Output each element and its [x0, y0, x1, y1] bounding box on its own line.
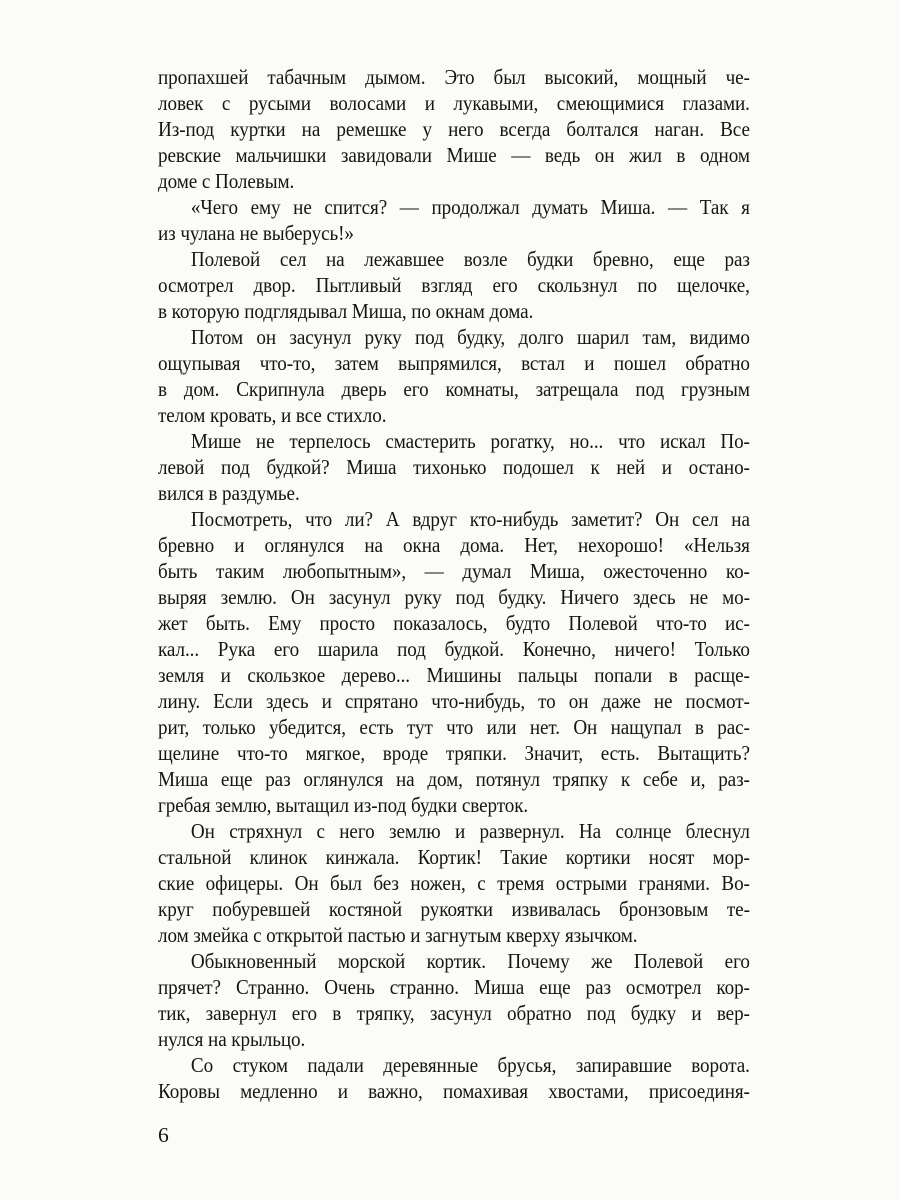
- text-line: лину. Если здесь и спрятано что-нибудь, то он даже не посмот-: [158, 689, 750, 713]
- text-line: Посмотреть, что ли? А вдруг кто-нибудь заметит? Он сел на: [190, 507, 750, 531]
- text-line: левой под будкой? Миша тихонько подошел к ней и остано-: [158, 455, 750, 479]
- text-line: доме с Полевым.: [158, 169, 295, 193]
- text-line: Он стряхнул с него землю и развернул. На солнце блеснул: [190, 819, 750, 843]
- page-text: [158, 64, 750, 1104]
- text-line: Мише не терпелось смастерить рогатку, но... что искал По-: [190, 429, 750, 453]
- text-line: гребая землю, вытащил из-под будки сверток.: [158, 793, 529, 817]
- text-line: круг побуревшей костяной рукоятки извивалась бронзовым те-: [158, 897, 750, 921]
- text-line: быть таким любопытным», — думал Миша, ожесточенно ко-: [158, 559, 750, 583]
- text-line: Коровы медленно и важно, помахивая хвостами, присоединя-: [158, 1079, 750, 1103]
- text-line: ревские мальчишки завидовали Мише — ведь он жил в одном: [158, 143, 750, 167]
- text-line: земля и скользкое дерево... Мишины пальцы попали в расще-: [158, 663, 750, 687]
- text-line: жет быть. Ему просто показалось, будто Полевой что-то ис-: [158, 611, 750, 635]
- text-line: телом кровать, и все стихло.: [158, 403, 387, 427]
- text-line: Потом он засунул руку под будку, долго шарил там, видимо: [190, 325, 750, 349]
- text-line: пропахшей табачным дымом. Это был высокий, мощный че-: [158, 65, 750, 89]
- text-line: ловек с русыми волосами и лукавыми, смеющимися глазами.: [158, 91, 750, 115]
- text-line: тик, завернул его в тряпку, засунул обратно под будку и вер-: [158, 1001, 750, 1025]
- text-line: выряя землю. Он засунул руку под будку. Ничего здесь не мо-: [158, 585, 750, 609]
- text-line: Со стуком падали деревянные брусья, запиравшие ворота.: [190, 1053, 750, 1077]
- text-line: Полевой сел на лежавшее возле будки бревно, еще раз: [190, 247, 750, 271]
- text-line: Обыкновенный морской кортик. Почему же Полевой его: [190, 949, 750, 973]
- text-line: Миша еще раз оглянулся на дом, потянул тряпку к себе и, раз-: [158, 767, 750, 791]
- text-line: лом змейка с открытой пастью и загнутым кверху язычком.: [158, 923, 638, 947]
- text-line: в которую подглядывал Миша, по окнам дома.: [158, 299, 534, 323]
- text-line: стальной клинок кинжала. Кортик! Такие кортики носят мор-: [158, 845, 750, 869]
- text-line: кал... Рука его шарила под будкой. Конечно, ничего! Только: [158, 637, 750, 661]
- text-line: в дом. Скрипнула дверь его комнаты, затрещала под грузным: [158, 377, 750, 401]
- text-line: вился в раздумье.: [158, 481, 300, 505]
- text-line: из чулана не выберусь!»: [158, 221, 354, 245]
- text-line: прячет? Странно. Очень странно. Миша еще раз осмотрел кор-: [158, 975, 750, 999]
- text-line: щелине что-то мягкое, вроде тряпки. Значит, есть. Вытащить?: [158, 741, 750, 765]
- text-line: ские офицеры. Он был без ножен, с тремя острыми гранями. Во-: [158, 871, 750, 895]
- page-number: 6: [158, 1123, 169, 1147]
- text-line: Из-под куртки на ремешке у него всегда болтался наган. Все: [158, 117, 750, 141]
- text-line: бревно и оглянулся на окна дома. Нет, нехорошо! «Нельзя: [158, 533, 750, 557]
- text-line: «Чего ему не спится? — продолжал думать Миша. — Так я: [190, 195, 750, 219]
- text-line: осмотрел двор. Пытливый взгляд его скользнул по щелочке,: [158, 273, 750, 297]
- text-line: ощупывая что-то, затем выпрямился, встал и пошел обратно: [158, 351, 750, 375]
- text-line: нулся на крыльцо.: [158, 1027, 306, 1051]
- text-line: рит, только убедится, есть тут что или нет. Он нащупал в рас-: [158, 715, 750, 739]
